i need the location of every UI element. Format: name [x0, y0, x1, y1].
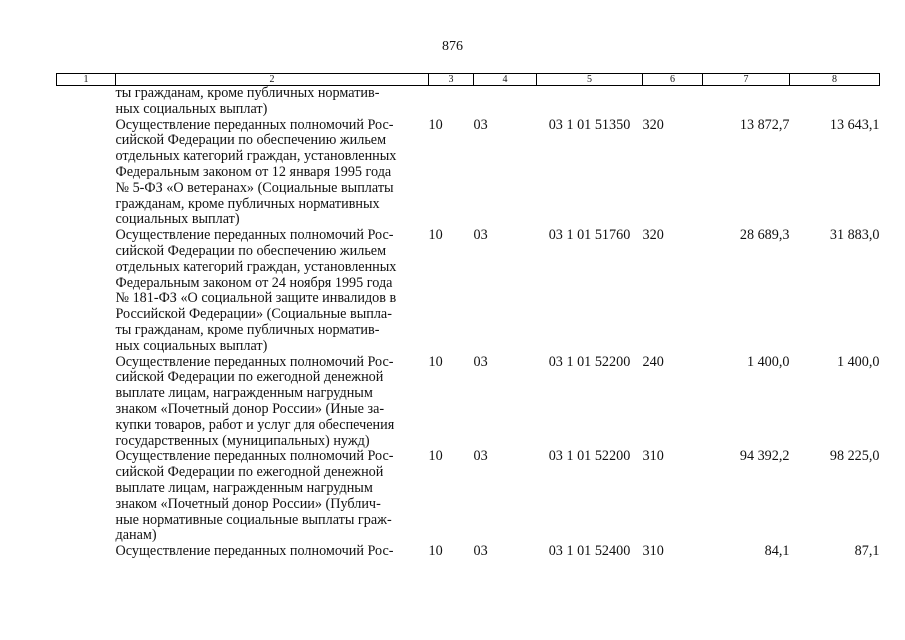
section-code: 10: [428, 227, 443, 244]
column-header: 4: [474, 74, 537, 86]
column-header: 2: [116, 74, 429, 86]
description-line: социальных выплат): [115, 211, 240, 228]
row-number-cell: [57, 118, 116, 229]
description-line: Российской Федерации» (Социальные выпла-: [115, 306, 392, 323]
description-line: ные нормативные социальные выплаты граж-: [115, 511, 392, 528]
description-line: сийской Федерации по обеспечению жильем: [115, 132, 387, 149]
column-number-header-row: [57, 74, 880, 86]
description-line: государственных (муниципальных) нужд): [115, 432, 370, 449]
target-article-code: 03 1 01 52400: [548, 543, 631, 560]
row-number-cell: [57, 544, 116, 560]
table-row: [57, 449, 880, 544]
amount-year-2: 1 400,0: [836, 353, 880, 370]
description-line: Осуществление переданных полномочий Рос-: [115, 543, 394, 560]
subsection-code: 03: [473, 543, 488, 560]
expense-type-code: 310: [642, 448, 664, 465]
expense-type-code: [643, 86, 703, 118]
subsection-code: 03: [473, 448, 488, 465]
table-row: [57, 118, 880, 229]
amount-year-2: 31 883,0: [829, 227, 880, 244]
description-line: купки товаров, работ и услуг для обеспечения: [115, 416, 395, 433]
table-row: [57, 355, 880, 450]
expense-type-code: 320: [642, 227, 664, 244]
table-row: [57, 228, 880, 354]
subsection-code: 03: [473, 227, 488, 244]
amount-year-1: 28 689,3: [739, 227, 790, 244]
description-line: отдельных категорий граждан, установленных: [115, 258, 397, 275]
description-line: ных социальных выплат): [115, 337, 268, 354]
target-article-code: 03 1 01 51760: [548, 227, 631, 244]
expense-type-code: 320: [642, 116, 664, 133]
amount-year-2: [790, 86, 880, 118]
row-number-cell: [57, 86, 116, 118]
description-line: выплате лицам, награжденным нагрудным: [115, 479, 373, 496]
description-line: Федеральным законом от 24 ноября 1995 года: [115, 274, 393, 291]
subsection-code: [474, 86, 537, 118]
description-line: сийской Федерации по обеспечению жильем: [115, 242, 387, 259]
section-code: [429, 86, 474, 118]
target-article-code: 03 1 01 51350: [548, 116, 631, 133]
section-code: 10: [428, 543, 443, 560]
row-description: [116, 544, 429, 560]
column-header: 3: [429, 74, 474, 86]
description-line: № 181-ФЗ «О социальной защите инвалидов в: [115, 290, 397, 307]
description-line: ты гражданам, кроме публичных норматив-: [115, 321, 380, 338]
subsection-code: 03: [473, 353, 488, 370]
amount-year-2: 87,1: [854, 543, 880, 560]
column-header: 7: [703, 74, 790, 86]
expense-type-code: 240: [642, 353, 664, 370]
amount-year-2: 98 225,0: [829, 448, 880, 465]
column-header: 6: [643, 74, 703, 86]
row-description: [116, 228, 429, 354]
table-body: [57, 86, 880, 560]
page-number: 876: [442, 39, 463, 54]
amount-year-1: 1 400,0: [746, 353, 790, 370]
subsection-code: 03: [473, 116, 488, 133]
column-header: 1: [57, 74, 116, 86]
section-code: 10: [428, 448, 443, 465]
description-line: выплате лицам, награжденным нагрудным: [115, 385, 373, 402]
row-number-cell: [57, 449, 116, 544]
amount-year-1: [703, 86, 790, 118]
target-article-code: 03 1 01 52200: [548, 448, 631, 465]
description-line: № 5-ФЗ «О ветеранах» (Социальные выплаты: [115, 179, 394, 196]
amount-year-2: 13 643,1: [829, 116, 880, 133]
row-description: [116, 449, 429, 544]
description-line: Осуществление переданных полномочий Рос-: [115, 116, 394, 133]
table-row: [57, 544, 880, 560]
row-description: [116, 86, 429, 118]
table-row: [57, 86, 880, 118]
description-line: отдельных категорий граждан, установленных: [115, 148, 397, 165]
description-line: гражданам, кроме публичных нормативных: [115, 195, 380, 212]
row-number-cell: [57, 355, 116, 450]
amount-year-1: 94 392,2: [739, 448, 790, 465]
row-description: [116, 355, 429, 450]
description-line: ных социальных выплат): [115, 100, 268, 117]
amount-year-1: 13 872,7: [739, 116, 790, 133]
description-line: Осуществление переданных полномочий Рос-: [115, 448, 394, 465]
row-number-cell: [57, 228, 116, 354]
row-description: [116, 118, 429, 229]
description-line: Федеральным законом от 12 января 1995 года: [115, 163, 392, 180]
column-header: 5: [537, 74, 643, 86]
target-article-code: [537, 86, 643, 118]
description-line: знаком «Почетный донор России» (Публич-: [115, 495, 381, 512]
column-header: 8: [790, 74, 880, 86]
target-article-code: 03 1 01 52200: [548, 353, 631, 370]
amount-year-1: 84,1: [764, 543, 790, 560]
description-line: ты гражданам, кроме публичных норматив-: [115, 85, 380, 101]
description-line: знаком «Почетный донор России» (Иные за-: [115, 400, 385, 417]
expense-type-code: 310: [642, 543, 664, 560]
description-line: Осуществление переданных полномочий Рос-: [115, 227, 394, 244]
description-line: данам): [115, 527, 157, 544]
description-line: сийской Федерации по ежегодной денежной: [115, 369, 384, 386]
section-code: 10: [428, 116, 443, 133]
budget-table: [56, 73, 880, 560]
description-line: Осуществление переданных полномочий Рос-: [115, 353, 394, 370]
description-line: сийской Федерации по ежегодной денежной: [115, 464, 384, 481]
section-code: 10: [428, 353, 443, 370]
